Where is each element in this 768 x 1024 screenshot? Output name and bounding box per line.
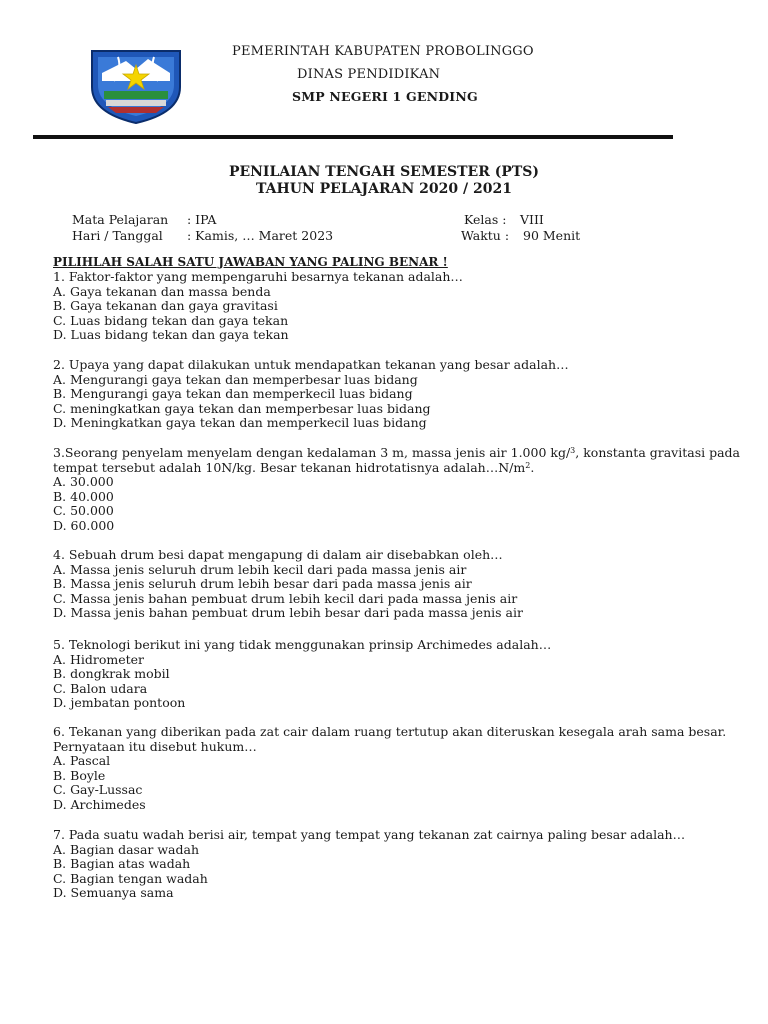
department-name: DINAS PENDIDIKAN xyxy=(297,67,441,82)
government-name: PEMERINTAH KABUPATEN PROBOLINGGO xyxy=(232,44,534,59)
question-text: 7. Pada suatu wadah berisi air, tempat yang tempat yang tekanan zat cairnya paling besar adalah… xyxy=(53,827,686,842)
text-part: . xyxy=(530,459,535,475)
question-text-line-1 xyxy=(53,446,740,461)
class-value: VIII xyxy=(520,212,544,227)
question-text: 4. Sebuah drum besi dapat mengapung di dalam air disebabkan oleh… xyxy=(53,547,503,562)
question-text-line-1: 6. Tekanan yang diberikan pada zat cair dalam ruang tertutup akan diteruskan kesegala arah sama besar. xyxy=(53,724,727,739)
instruction: PILIHLAH SALAH SATU JAWABAN YANG PALING BENAR ! xyxy=(53,255,448,269)
question-1 xyxy=(53,270,463,343)
question-text-line-2 xyxy=(53,461,740,476)
time-value: 90 Menit xyxy=(523,228,581,243)
superscript: 3 xyxy=(570,446,576,455)
question-2 xyxy=(53,358,569,431)
regency-crest-icon xyxy=(88,47,184,125)
option-a: A. Gaya tekanan dan massa benda xyxy=(53,283,271,299)
option-b: B. Mengurangi gaya tekan dan memperkecil luas bidang xyxy=(53,386,413,402)
option-d: D. 60.000 xyxy=(53,517,115,533)
superscript: 2 xyxy=(525,460,531,470)
subject-value: : IPA xyxy=(187,212,217,227)
option-b: B. Boyle xyxy=(53,767,106,783)
option-d: D. jembatan pontoon xyxy=(53,695,186,711)
question-3 xyxy=(53,446,740,534)
option-a: A. Mengurangi gaya tekan dan memperbesar luas bidang xyxy=(53,371,418,387)
question-6 xyxy=(53,725,726,813)
option-d: D. Meningkatkan gaya tekan dan memperkecil luas bidang xyxy=(53,415,427,431)
option-d: D. Semuanya sama xyxy=(53,885,174,901)
question-text-line-2: Pernyataan itu disebut hukum… xyxy=(53,738,257,754)
option-a: A. Pascal xyxy=(53,753,111,769)
option-d: D. Massa jenis bahan pembuat drum lebih besar dari pada massa jenis air xyxy=(53,605,523,621)
question-text: 2. Upaya yang dapat dilakukan untuk mendapatkan tekanan yang besar adalah… xyxy=(53,357,569,372)
date-value: : Kamis, … Maret 2023 xyxy=(187,228,334,243)
question-7 xyxy=(53,828,685,901)
option-a: A. Massa jenis seluruh drum lebih kecil dari pada massa jenis air xyxy=(53,561,467,577)
option-b: B. dongkrak mobil xyxy=(53,666,170,682)
date-label: Hari / Tanggal xyxy=(72,228,163,243)
option-c: C. Massa jenis bahan pembuat drum lebih kecil dari pada massa jenis air xyxy=(53,590,518,606)
question-5 xyxy=(53,638,551,711)
option-c: C. Gay-Lussac xyxy=(53,782,143,798)
option-d: D. Luas bidang tekan dan gaya tekan xyxy=(53,327,289,343)
option-b: B. Massa jenis seluruh drum lebih besar dari pada massa jenis air xyxy=(53,576,472,592)
option-c: C. meningkatkan gaya tekan dan memperbesar luas bidang xyxy=(53,400,431,416)
subject-label: Mata Pelajaran xyxy=(72,212,169,227)
question-text: 5. Teknologi berikut ini yang tidak menggunakan prinsip Archimedes adalah… xyxy=(53,637,552,652)
class-label: Kelas : xyxy=(464,212,507,227)
option-b: B. 40.000 xyxy=(53,488,114,504)
time-label: Waktu : xyxy=(461,228,510,243)
text-part: 3.Seorang penyelam menyelam dengan kedalaman 3 m, massa jenis air 1.000 kg/ xyxy=(53,445,571,460)
option-c: C. Luas bidang tekan dan gaya tekan xyxy=(53,312,289,328)
text-part: , konstanta gravitasi pada xyxy=(575,445,741,460)
academic-year: TAHUN PELAJARAN 2020 / 2021 xyxy=(256,181,512,197)
text-part: tempat tersebut adalah 10N/kg. Besar tekanan hidrotatisnya adalah…N/m xyxy=(53,459,526,475)
exam-title: PENILAIAN TENGAH SEMESTER (PTS) xyxy=(228,164,540,180)
option-a: A. 30.000 xyxy=(53,474,114,490)
school-name: SMP NEGERI 1 GENDING xyxy=(292,89,478,104)
option-c: C. Bagian tengan wadah xyxy=(53,870,208,886)
option-b: B. Gaya tekanan dan gaya gravitasi xyxy=(53,298,278,314)
option-a: A. Hidrometer xyxy=(53,651,145,667)
option-c: C. Balon udara xyxy=(53,680,148,696)
header-divider xyxy=(33,135,673,139)
option-b: B. Bagian atas wadah xyxy=(53,856,191,872)
option-d: D. Archimedes xyxy=(53,796,146,812)
question-4 xyxy=(53,548,523,621)
question-text: 1. Faktor-faktor yang mempengaruhi besarnya tekanan adalah… xyxy=(53,269,463,284)
option-a: A. Bagian dasar wadah xyxy=(53,841,200,857)
option-c: C. 50.000 xyxy=(53,503,114,519)
